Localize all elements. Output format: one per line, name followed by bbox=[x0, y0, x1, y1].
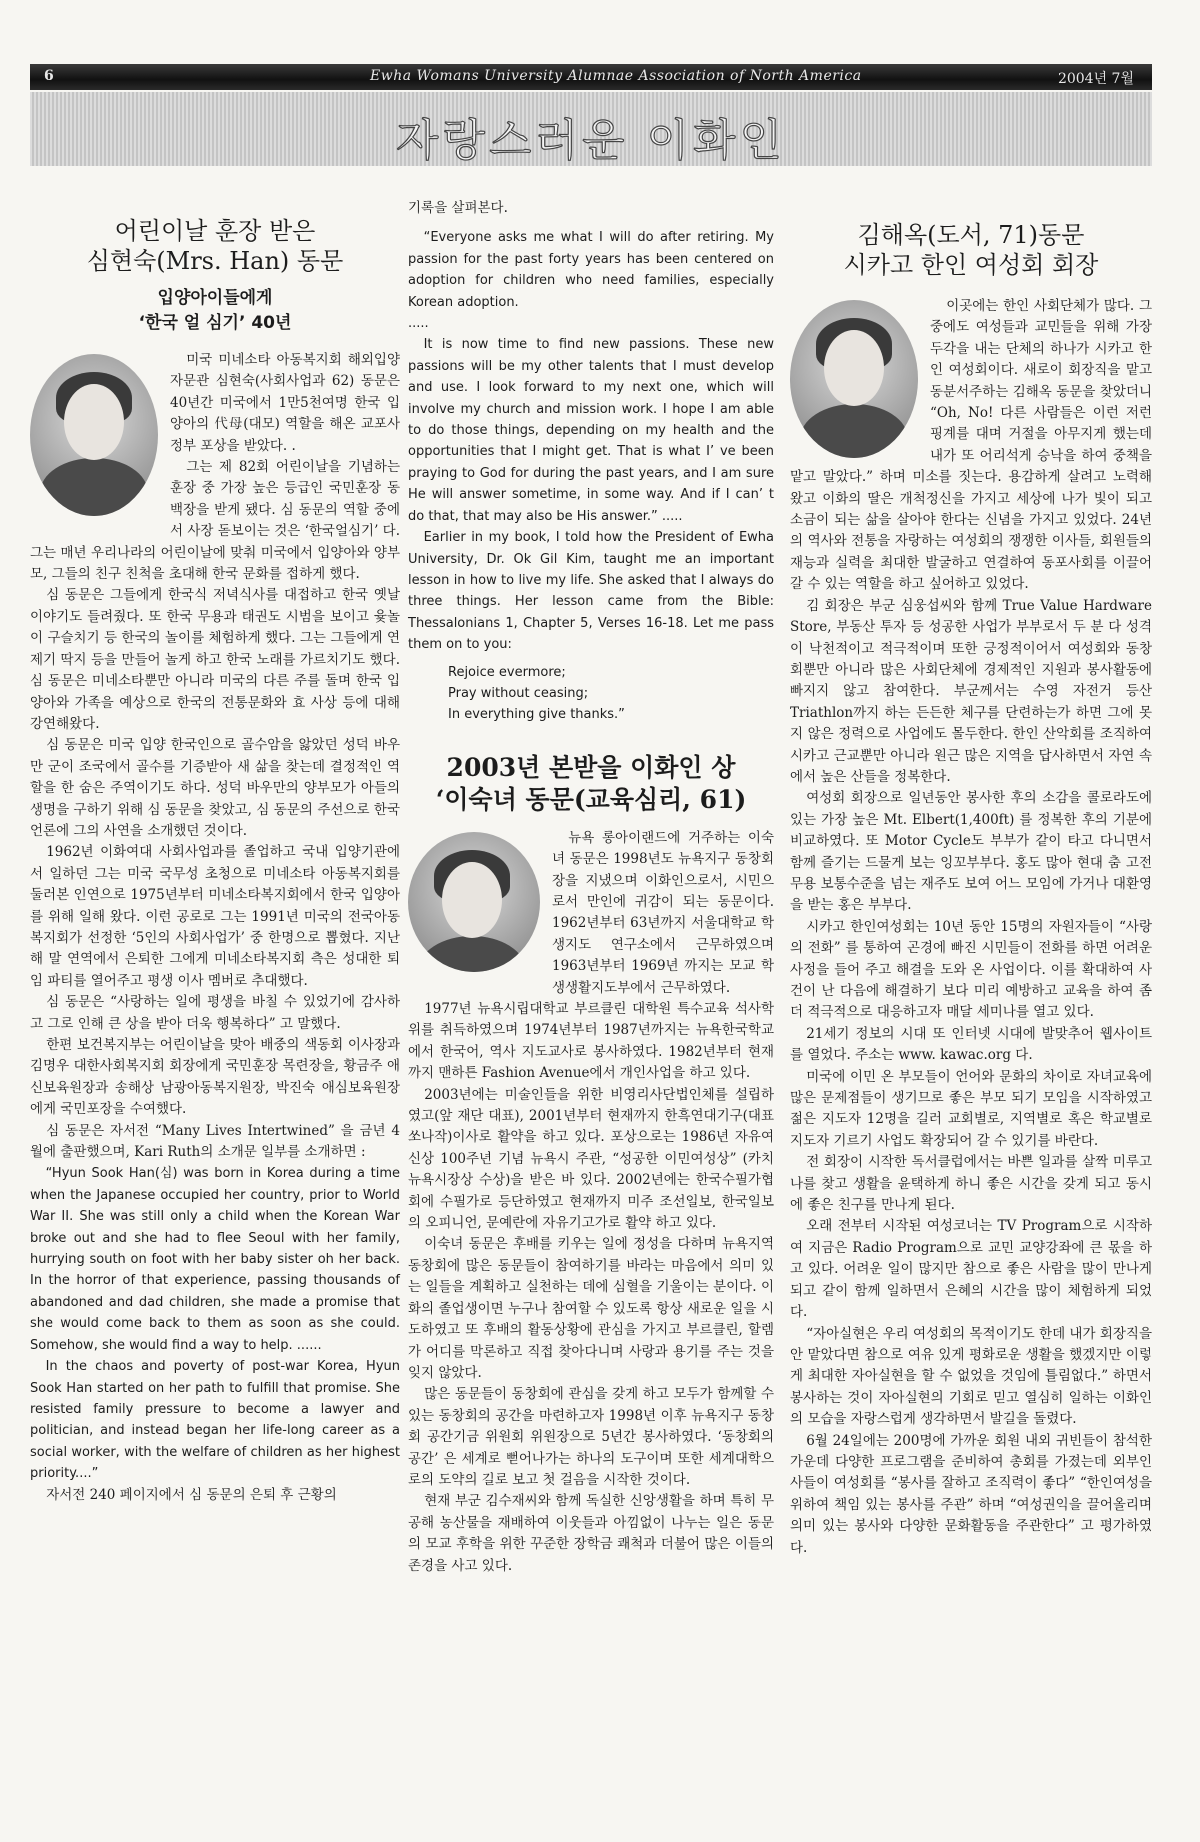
article3-headline-line2: ‘이숙녀 동문(교육심리, 61) bbox=[435, 784, 747, 814]
article4-paragraph: 시카고 한인여성회는 10년 동안 15명의 자원자들이 “사랑의 전화” 를 통하여 곤경에 빠진 시민들이 전화를 하면 어려운 사정을 들어 주고 해결을 도와 온 사업이다. 이를 확대하여 사건이 난 다음에 해결하기 보다 미리 예방하고 교육을 하여 좀더 적극적으로 대응하고자 매달 세미나를 열고 있다. bbox=[790, 918, 1152, 1021]
article3-headline-line1: 2003년 본받을 이화인 상 bbox=[446, 752, 736, 782]
article4-headline-line2: 시카고 한인 여성회 회장 bbox=[843, 251, 1099, 279]
page-number: 6 bbox=[44, 68, 54, 84]
article1-paragraph: 심 동문은 그들에게 한국식 저녁식사를 대접하고 한국 옛날이야기도 들려줬다. 또 한국 무용과 태권도 시범을 보이고 윷놀이 구슬치기 등 한국의 놀이를 체험하게 했다. 그는 그들에게 연 제기 딱지 등을 만들어 놀게 하고 한국 노래를 가르치기도 했다. 심 동문은 미네소타뿐만 아니라 미국의 다른 주를 돌며 한국 입양아와 가족을 예상으로 한국의 전통문화와 효 사상 등에 대해 강연해왔다. bbox=[30, 587, 400, 732]
article1-paragraph: 1962년 이화여대 사회사업과를 졸업하고 국내 입양기관에서 일하던 그는 미국 국무성 초청으로 미네소타 아동복지회를 둘러본 인연으로 1975년부터 미네소타복지회에서 한국 입양아를 위해 일해 왔다. 이런 공로로 그는 1991년 미국의 전국아동복지회가 선정한 ‘5인의 사회사업가’ 중 한명으로 뽑혔다. 지난해 말 연역에서 은퇴한 그에게 미네소타복지회 측은 성대한 퇴임 파티를 열어주고 평생 이사 멤버로 추대했다. bbox=[30, 844, 400, 989]
column-1 bbox=[30, 216, 400, 1506]
article2-english-paragraph: “Everyone asks me what I will do after retiring. My passion for the past forty years has been centered on adoption for children who need families, especially Korean adoption. bbox=[408, 230, 774, 310]
article1-headline-line2: 심현숙(Mrs. Han) 동문 bbox=[86, 247, 344, 275]
article1-paragraph: 심 동문은 미국 입양 한국인으로 골수암을 앓았던 성덕 바우만 군이 조국에서 골수를 기증받아 새 삶을 찾는데 결정적인 역할을 한 숨은 주역이기도 하다. 성덕 바우만의 양부모가 아들의 생명을 구하기 위해 심 동문을 찾았고, 심 동문의 주선으로 한국 언론에 그의 사연을 소개했던 것이다. bbox=[30, 737, 400, 839]
article4-paragraph: “자아실현은 우리 여성회의 목적이기도 한데 내가 회장직을 안 맡았다면 참으로 여유 있게 평화로운 생활을 했겠지만 이렇게 최대한 자아실현을 할 수 없었을 것임에 틀림없다.” 하면서 봉사하는 것이 자아실현의 기회로 믿고 열심히 일하는 이화인의 모습을 자랑스럽게 생각하면서 발길을 돌렸다. bbox=[790, 1325, 1152, 1428]
article1-subhead-line1: 입양아이들에게 bbox=[157, 288, 273, 308]
article4-paragraph: 오래 전부터 시작된 여성코너는 TV Program으로 시작하여 지금은 Radio Program으로 교민 교양강좌에 큰 몫을 하고 있다. 어려운 일이 많지만 참으로 좋은 사람을 많이 만나게 되고 같이 함께 일하면서 은혜의 시간을 많이 체험하게 되었다. bbox=[790, 1218, 1152, 1321]
organization-name: Ewha Womans University Alumnae Association of North America bbox=[370, 68, 862, 84]
article1-paragraph: 미국 미네소타 아동복지회 해외입양자문관 심현숙(사회사업과 62) 동문은 40년간 미국에서 1만5천여명 한국 입양아의 代母(대모) 역할을 해온 교포사 정부 포상을 받았다. . bbox=[170, 352, 400, 454]
portrait-photo-kim bbox=[790, 300, 918, 458]
article4-headline-line1: 김해옥(도서, 71)동문 bbox=[857, 221, 1085, 249]
article4-paragraph: 전 회장이 시작한 독서클럽에서는 바쁜 일과를 살짝 미루고 나를 찾고 생활을 윤택하게 하니 좋은 시간을 갖게 되고 동시에 좋은 친구를 만나게 된다. bbox=[790, 1154, 1152, 1214]
page-header-bar bbox=[30, 64, 1152, 90]
column-2 bbox=[408, 198, 774, 1577]
quote-line: In everything give thanks.” bbox=[448, 707, 625, 723]
article4-paragraph: 6월 24일에는 200명에 가까운 회원 내외 귀빈들이 참석한가운데 다양한 프로그램을 준비하여 총회를 가졌는데 외부인사들이 여성회를 “봉사를 잘하고 조직력이 좋다” “한인여성을 위하여 책임 있는 봉사를 주관” 하며 “여성권익을 끌어올리며 의미 있는 봉사와 다양한 문화활동을 주관한다” 고 평가하였다. bbox=[790, 1432, 1152, 1556]
quote-line: Rejoice evermore; bbox=[448, 664, 566, 680]
portrait-photo-lee bbox=[408, 832, 540, 972]
article2-intro: 기록을 살펴본다. bbox=[408, 200, 508, 216]
article4-paragraph: 21세기 정보의 시대 또 인터넷 시대에 발맞추어 웹사이트를 열었다. 주소는 www. kawac.org 다. bbox=[790, 1025, 1152, 1064]
article3-headline bbox=[408, 752, 774, 816]
article1-closing: 자서전 240 페이지에서 심 동문의 은퇴 후 근황의 bbox=[46, 1486, 337, 1503]
article2-english-paragraph: Earlier in my book, I told how the President of Ewha University, Dr. Ok Gil Kim, taught me an important lesson in how to live my life. She asked that I always do three things. Her lesson came from the Bible: Thessalonians 1, Chapter 5, Verses 16-18. Let me pass them on to you: bbox=[408, 530, 774, 653]
article3-paragraph: 1977년 뉴욕시립대학교 부르클린 대학원 특수교육 석사학위를 취득하였으며 1974년부터 1987년까지는 뉴욕한국학교에서 한국어, 역사 지도교사로 봉사하였다. 1982년부터 현재까지 맨하튼 Fashion Avenue에서 개인사업을 하고 있다. bbox=[408, 1001, 774, 1082]
article1-english-paragraph: In the chaos and poverty of post-war Korea, Hyun Sook Han started on her path to fulfill that promise. She resisted family pressure to become a lawyer and politician, and instead began her life-long career as a social worker, with the welfare of children as her highest priority....” bbox=[30, 1359, 400, 1482]
article1-subhead-line2: ‘한국 얼 심기’ 40년 bbox=[138, 313, 292, 333]
article1-paragraph: 심 동문은 “사랑하는 일에 평생을 바칠 수 있었기에 감사하고 그로 인해 큰 상을 받아 더욱 행복하다” 고 말했다. bbox=[30, 994, 400, 1032]
article1-headline bbox=[30, 216, 400, 276]
article1-english-paragraph: “Hyun Sook Han(심) was born in Korea during a time when the Japanese occupied her country, prior to World War II. She was still only a child when the Korean War broke out and she had to flee Seoul with her family, hurrying south on foot with her baby sister oh her back. In the horror of that experience, passing thousands of abandoned and dad children, she made a promise that she would come back to them as soon as she could. Somehow, she would find a way to help. ...... bbox=[30, 1166, 400, 1353]
article3-paragraph: 뉴욕 롱아이랜드에 거주하는 이숙녀 동문은 1998년도 뉴욕지구 동창회장을 지냈으며 이화인으로서, 시민으로서 만인에 귀감이 되는 동문이다. 1962년부터 63년까지 서울대학교 학생지도 연구소에서 근무하였으며 1963년부터 1969년 까지는 모교 학생생활지도부에서 근무하였다. bbox=[552, 829, 774, 996]
article1-paragraph: 그는 제 82회 어린이날을 기념하는 훈장 중 가장 높은 등급인 국민훈장 동백장을 받게 됐다. 심 동문의 역할 중에서 사장 돋보이는 것은 ‘한국얼심기’ 다. 그는 매년 우리나라의 어린이날에 맞춰 미국에서 입양아와 양부모, 그들의 친구 친척을 초대해 한국 문화를 접하게 했다. bbox=[30, 459, 400, 583]
section-title: 자랑스러운 이화인 bbox=[395, 115, 787, 166]
bible-quote bbox=[448, 662, 774, 726]
quote-line: Pray without ceasing; bbox=[448, 685, 589, 701]
article3-paragraph: 많은 동문들이 동창회에 관심을 갖게 하고 모두가 함께할 수 있는 동창회의 공간을 마련하고자 1998년 이후 뉴욕지구 동창회 공간기금 위원회 위원장으로 5년간 봉사하였다. ‘동창회의 공간’ 은 세계로 뻗어나가는 하나의 도구이며 또한 세계대학으로의 도약의 길로 보고 첫 걸음을 시작한 것이다. bbox=[408, 1386, 774, 1488]
article1-paragraph: 한편 보건복지부는 어린이날을 맞아 배중의 색동회 이사장과 김명우 대한사회복지회 회장에게 국민훈장 목련장을, 황금주 애신보육원장과 송해상 남광아동복지원장, 박진숙 애심보육원장에게 국민포장을 수여했다. bbox=[30, 1037, 400, 1118]
article3-paragraph: 2003년에는 미술인들을 위한 비영리사단법인체를 설립하였고(앞 재단 대표), 2001년부터 현재까지 한흑연대기구(대표 쏘나작)이사로 활약을 하고 있다. 포상으로는 1986년 자유여신상 100주년 기념 뉴욕시 주관, “성공한 이민여성상” (카치 뉴욕시장상 수상)을 받은 바 있다. 2002년에는 한국수필가협회에 수필가로 등단하였고 현재까지 미주 조선일보, 한국일보의 오피니언, 문예란에 자유기고가로 활약 하고 있다. bbox=[408, 1086, 774, 1232]
article1-subhead bbox=[30, 286, 400, 336]
article2-english-paragraph: It is now time to find new passions. These new passions will be my other talents that I must develop and use. I look forward to my next one, which will involve my church and mission work. I hope I am able to do those things, depending on my health and the opportunities that I might get. That is what I’ ve been praying to God for during the past years, and I am sure He will answer sometime, in some way. And if I can’ t do that, that may also be His answer.” ..... bbox=[408, 337, 774, 524]
article4-paragraph: 여성회 회장으로 일년동안 봉사한 후의 소감을 콜로라도에 있는 가장 높은 Mt. Elbert(1,400ft) 를 정복한 후의 기분에 비교하였다. 또 Motor Cycle도 부부가 같이 타고 다니면서 함께 즐기는 드물게 보는 잉꼬부부다. 홍도 많아 현대 춤 고전무용 보통수준을 넘는 재주도 보여 어느 모임에 가거나 대환영을 받는 홍은 부부다. bbox=[790, 790, 1152, 914]
column-3 bbox=[790, 220, 1152, 1559]
article4-paragraph: 김 회장은 부군 심웅섭씨와 함께 True Value Hardware Store, 부동산 투자 등 성공한 사업가 부부로서 두 분 다 성격이 낙천적이고 적극적이며 또한 긍정적이어서 여성회와 동창회뿐만 아니라 많은 사회단체에 경제적인 지원과 봉사활동에 빠지지 않고 참여한다. 부군께서는 수영 자전거 등산 Triathlon까지 하는 든든한 체구를 단련하는가 하면 그에 못지 않은 정력으로 사업에도 몰두한다. 한인 산악회를 조직하여 시카고 근교뿐만 아니라 원근 많은 지역을 답사하면서 자연 속에서 높은 산들을 정복한다. bbox=[790, 597, 1152, 785]
article1-paragraph: 심 동문은 자서전 “Many Lives Intertwined” 을 금년 4월에 출판했으며, Kari Ruth의 소개문 일부를 소개하면 : bbox=[30, 1122, 400, 1161]
article4-paragraph: 이곳에는 한인 사회단체가 많다. 그 중에도 여성들과 교민들을 위해 가장 두각을 내는 단체의 하나가 시카고 한인 여성회이다. 새로이 회장직을 맡고 동분서주하는 김해옥 동문을 찾았더니 “Oh, No! 다른 사람들은 이런 저런 핑계를 대며 거절을 아무지게 했는데 내가 또 어리석게 승낙을 하여 중책을 맡고 말았다.” 하며 미소를 짓는다. 용감하게 살려고 노력해 왔고 이화의 딸은 개척정신을 가지고 세상에 나가 빛이 되고 소금이 되는 삶을 살아야 한다는 신념을 가지고 있었다. 24년의 역사와 전통을 자랑하는 여성회의 쟁쟁한 이사들, 회원들의 재능과 실력을 최대한 발굴하고 연결하여 동포사회를 이끌어 갈 수 있는 역할을 하고 싶어하고 있었다. bbox=[790, 298, 1152, 593]
article3-paragraph: 이숙녀 동문은 후배를 키우는 일에 정성을 다하며 뉴욕지역동창회에 많은 동문들이 참여하기를 바라는 마음에서 의미 있는 일들을 계획하고 실천하는 데에 심혈을 기울이는 분이다. 이화의 졸업생이면 누구나 참여할 수 있도록 항상 새로운 일을 시도하였고 또 후배의 활동상황에 관심을 가지고 부르클린, 할렘가 어디를 막론하고 직접 찾아다니며 사랑과 용기를 주는 것을 잊지 않았다. bbox=[408, 1236, 774, 1381]
section-banner bbox=[30, 92, 1152, 166]
article3-paragraph: 현재 부군 김수재씨와 함께 독실한 신앙생활을 하며 특히 무공해 농산물을 재배하여 이웃들과 아낌없이 나누는 일은 동문의 모교 후학을 위한 꾸준한 장학금 쾌척과 더불어 많은 이들의 존경을 사고 있다. bbox=[408, 1493, 774, 1574]
issue-date: 2004년 7월 bbox=[1057, 71, 1134, 87]
article4-headline bbox=[790, 220, 1152, 280]
article4-paragraph: 미국에 이민 온 부모들이 언어와 문화의 차이로 자녀교육에 많은 문제점들이 생기므로 좋은 부모 되기 모임을 시작하였고 젊은 지도자 12명을 길러 교회별로, 지역별로 혹은 학교별로 지도자 기르기 사업도 확장되어 갈 수 있기를 바란다. bbox=[790, 1068, 1152, 1149]
portrait-photo-han bbox=[30, 354, 158, 516]
article1-headline-line1: 어린이날 훈장 받은 bbox=[114, 217, 316, 245]
article2-ellipsis: ..... bbox=[408, 316, 429, 332]
